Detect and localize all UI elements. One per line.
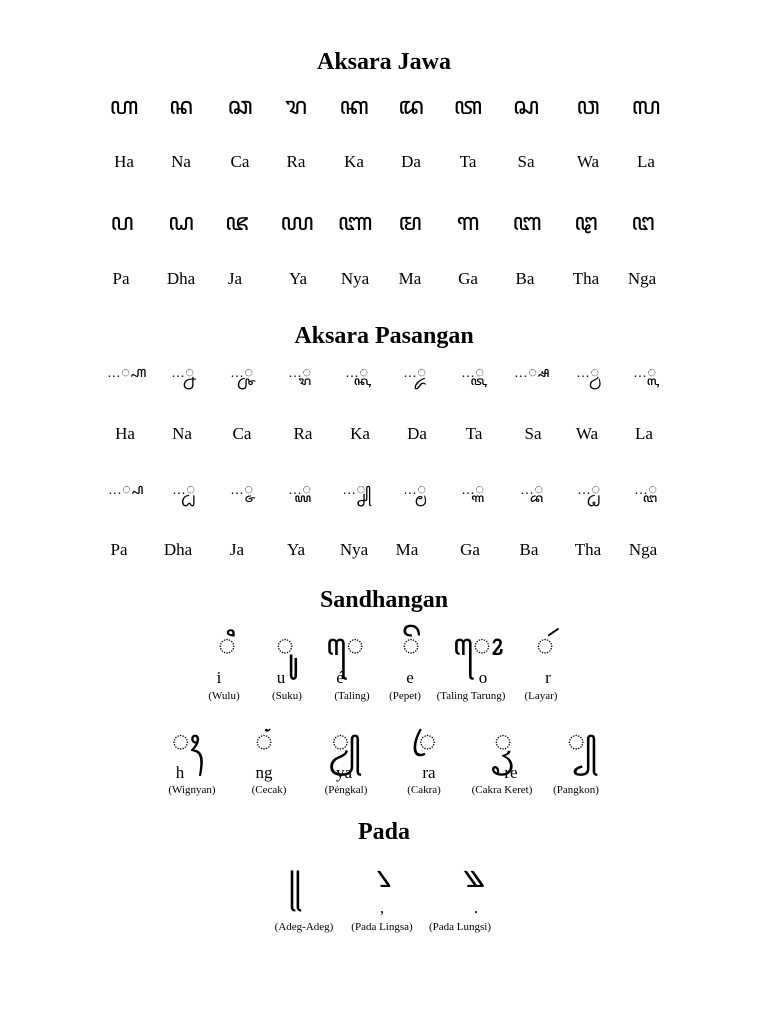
sandhangan-name-pengkal: (Péngkal) bbox=[324, 784, 368, 796]
aksara-glyph-ga: ꦒ bbox=[456, 210, 480, 236]
sandhangan-glyph-pepet: ꦼ bbox=[402, 629, 420, 662]
pasangan-glyph-na: ...꧀ꦤ bbox=[171, 365, 195, 381]
sandhangan-glyph-cakra: ꦿ bbox=[411, 725, 437, 758]
title-aksara-pasangan: Aksara Pasangan bbox=[294, 323, 474, 349]
sandhangan-name-taling: (Taling) bbox=[334, 690, 370, 702]
pada-latin-comma: , bbox=[379, 898, 385, 917]
sandhangan-latin-ya: ya bbox=[335, 763, 353, 782]
pasangan-glyph-ja: ...꧀ꦗ bbox=[230, 482, 254, 498]
aksara-label-na: Na bbox=[171, 152, 191, 171]
aksara-label-ba: Ba bbox=[515, 269, 535, 288]
pada-glyph-adeg-adeg: ꧋ bbox=[288, 861, 302, 894]
pasangan-glyph-nga: ...꧀ꦔ bbox=[634, 482, 658, 498]
pasangan-glyph-nya: ...꧀ꦚ bbox=[342, 482, 372, 498]
aksara-glyph-wa: ꦮ bbox=[576, 94, 600, 120]
sandhangan-latin-e: e bbox=[406, 668, 414, 687]
pasangan-label-da: Da bbox=[407, 424, 427, 443]
sandhangan-glyph-cakra-keret: ꦽ bbox=[494, 725, 512, 758]
pasangan-label-ja: Ja bbox=[229, 540, 245, 559]
pasangan-glyph-ca: ...꧀ꦕ bbox=[230, 365, 254, 381]
pasangan-glyph-pa: ...꧀ꦥ bbox=[108, 482, 144, 498]
pasangan-label-pa: Pa bbox=[110, 540, 128, 559]
aksara-label-la: La bbox=[637, 152, 655, 171]
sandhangan-glyph-taling-tarung: ꦺꦴ bbox=[452, 629, 504, 662]
pasangan-glyph-ra: ...꧀ꦫ bbox=[288, 365, 312, 381]
aksara-label-wa: Wa bbox=[576, 152, 600, 171]
aksara-label-ra: Ra bbox=[286, 152, 306, 171]
pasangan-label-na: Na bbox=[172, 424, 192, 443]
sandhangan-name-cecak: (Cecak) bbox=[251, 784, 287, 796]
sandhangan-glyph-layar: ꦂ bbox=[536, 629, 554, 662]
pada-latin-period: . bbox=[473, 898, 479, 917]
pasangan-glyph-dha: ...꧀ꦝ bbox=[172, 482, 196, 498]
sandhangan-glyph-pangkon: ꧀ bbox=[567, 725, 597, 758]
aksara-glyph-ba: ꦧ bbox=[512, 210, 542, 236]
aksara-label-tha: Tha bbox=[572, 269, 600, 288]
sandhangan-glyph-cecak: ꦁ bbox=[255, 725, 273, 758]
aksara-label-da: Da bbox=[401, 152, 421, 171]
aksara-label-ga: Ga bbox=[458, 269, 478, 288]
sandhangan-name-pepet: (Pepet) bbox=[389, 690, 421, 702]
pasangan-glyph-ga: ...꧀ꦒ bbox=[461, 482, 485, 498]
sandhangan-name-cakra-keret: (Cakra Keret) bbox=[471, 784, 533, 796]
aksara-glyph-tha: ꦛ bbox=[574, 210, 598, 236]
pasangan-label-ka: Ka bbox=[350, 424, 370, 443]
pasangan-label-wa: Wa bbox=[575, 424, 599, 443]
pasangan-label-ra: Ra bbox=[293, 424, 313, 443]
aksara-label-nga: Nga bbox=[627, 269, 657, 288]
sandhangan-latin-o: o bbox=[478, 668, 488, 687]
pasangan-label-ha: Ha bbox=[115, 424, 135, 443]
sandhangan-latin-e-acute: é bbox=[336, 668, 344, 687]
pada-glyph-pada-lingsa: ꧈ bbox=[376, 861, 392, 894]
pasangan-glyph-tha: ...꧀ꦛ bbox=[577, 482, 601, 498]
aksara-glyph-ra: ꦫ bbox=[285, 94, 307, 120]
sandhangan-glyph-wulu: ꦶ bbox=[218, 629, 236, 662]
aksara-label-ma: Ma bbox=[398, 269, 422, 288]
aksara-glyph-pa: ꦥ bbox=[110, 210, 134, 236]
aksara-glyph-ja: ꦗ bbox=[225, 210, 249, 236]
pasangan-glyph-da: ...꧀ꦢ bbox=[403, 365, 427, 381]
aksara-glyph-ca: ꦕ bbox=[227, 94, 253, 120]
sandhangan-latin-h: h bbox=[175, 763, 185, 782]
aksara-glyph-na: ꦤ bbox=[169, 94, 193, 120]
aksara-glyph-nya: ꦚ bbox=[337, 210, 373, 236]
pada-name-adeg-adeg: (Adeg-Adeg) bbox=[274, 921, 334, 933]
aksara-glyph-ka: ꦏ bbox=[339, 94, 369, 120]
sandhangan-glyph-pengkal: ꦾ bbox=[331, 725, 361, 758]
aksara-glyph-la: ꦭ bbox=[631, 94, 661, 120]
sandhangan-latin-ra: ra bbox=[422, 763, 436, 782]
pasangan-label-nga: Nga bbox=[628, 540, 658, 559]
aksara-glyph-ya: ꦪ bbox=[280, 210, 314, 236]
pasangan-label-ma: Ma bbox=[395, 540, 419, 559]
sandhangan-name-taling-tarung: (Taling Tarung) bbox=[436, 690, 506, 702]
pasangan-label-dha: Dha bbox=[163, 540, 193, 559]
aksara-label-ha: Ha bbox=[114, 152, 134, 171]
pasangan-label-la: La bbox=[635, 424, 653, 443]
sandhangan-name-wignyan: (Wignyan) bbox=[168, 784, 216, 796]
pasangan-glyph-ma: ...꧀ꦩ bbox=[403, 482, 427, 498]
sandhangan-name-layar: (Layar) bbox=[524, 690, 558, 702]
sandhangan-name-pangkon: (Pangkon) bbox=[553, 784, 599, 796]
pasangan-glyph-ba: ...꧀ꦧ bbox=[520, 482, 544, 498]
sandhangan-latin-ng: ng bbox=[255, 763, 273, 782]
sandhangan-latin-r: r bbox=[545, 668, 551, 687]
sandhangan-glyph-suku: ꦸ bbox=[276, 629, 294, 662]
sandhangan-name-wulu: (Wulu) bbox=[208, 690, 240, 702]
pasangan-label-nya: Nya bbox=[339, 540, 369, 559]
aksara-label-ja: Ja bbox=[227, 269, 243, 288]
pada-name-pada-lingsa: (Pada Lingsa) bbox=[351, 921, 413, 933]
pasangan-label-tha: Tha bbox=[574, 540, 602, 559]
pasangan-glyph-ya: ...꧀ꦪ bbox=[288, 482, 312, 498]
pasangan-label-ya: Ya bbox=[286, 540, 306, 559]
aksara-glyph-dha: ꦝ bbox=[168, 210, 194, 236]
pasangan-glyph-ka: ...꧀ꦏ bbox=[345, 365, 369, 381]
aksara-label-nya: Nya bbox=[340, 269, 370, 288]
aksara-glyph-ha: ꦲ bbox=[109, 94, 139, 120]
aksara-glyph-da: ꦢ bbox=[398, 94, 424, 120]
aksara-glyph-sa: ꦱ bbox=[512, 94, 540, 120]
pasangan-glyph-ta: ...꧀ꦠ bbox=[461, 365, 485, 381]
pasangan-label-ba: Ba bbox=[519, 540, 539, 559]
aksara-label-ca: Ca bbox=[230, 152, 250, 171]
sandhangan-latin-u: u bbox=[276, 668, 286, 687]
pasangan-label-sa: Sa bbox=[524, 424, 542, 443]
pasangan-glyph-ha: ...꧀ꦲ bbox=[107, 365, 147, 381]
pasangan-label-ta: Ta bbox=[465, 424, 483, 443]
sandhangan-name-cakra: (Cakra) bbox=[407, 784, 441, 796]
sandhangan-latin-re: re bbox=[504, 763, 518, 782]
title-pada: Pada bbox=[357, 819, 410, 845]
aksara-label-sa: Sa bbox=[517, 152, 535, 171]
aksara-label-ka: Ka bbox=[344, 152, 364, 171]
sandhangan-glyph-taling: ꦺ bbox=[325, 629, 365, 662]
title-sandhangan: Sandhangan bbox=[319, 587, 449, 613]
pasangan-label-ga: Ga bbox=[460, 540, 480, 559]
sandhangan-name-suku: (Suku) bbox=[272, 690, 302, 702]
aksara-glyph-ta: ꦠ bbox=[453, 94, 483, 120]
aksara-glyph-nga: ꦔ bbox=[631, 210, 655, 236]
aksara-label-ya: Ya bbox=[288, 269, 308, 288]
aksara-label-ta: Ta bbox=[459, 152, 477, 171]
aksara-label-dha: Dha bbox=[166, 269, 196, 288]
pada-glyph-pada-lungsi: ꧉ bbox=[463, 861, 485, 894]
pasangan-glyph-sa: ...꧀ꦱ bbox=[514, 365, 550, 381]
title-aksara-jawa: Aksara Jawa bbox=[316, 49, 451, 75]
sandhangan-latin-i: i bbox=[216, 668, 222, 687]
aksara-label-pa: Pa bbox=[112, 269, 130, 288]
aksara-glyph-ma: ꦩ bbox=[398, 210, 422, 236]
pada-name-pada-lungsi: (Pada Lungsi) bbox=[428, 921, 491, 933]
pasangan-label-ca: Ca bbox=[232, 424, 252, 443]
pasangan-glyph-wa: ...꧀ꦮ bbox=[576, 365, 600, 381]
sandhangan-glyph-wignyan: ꦃ bbox=[171, 725, 201, 758]
pasangan-glyph-la: ...꧀ꦭ bbox=[633, 365, 657, 381]
